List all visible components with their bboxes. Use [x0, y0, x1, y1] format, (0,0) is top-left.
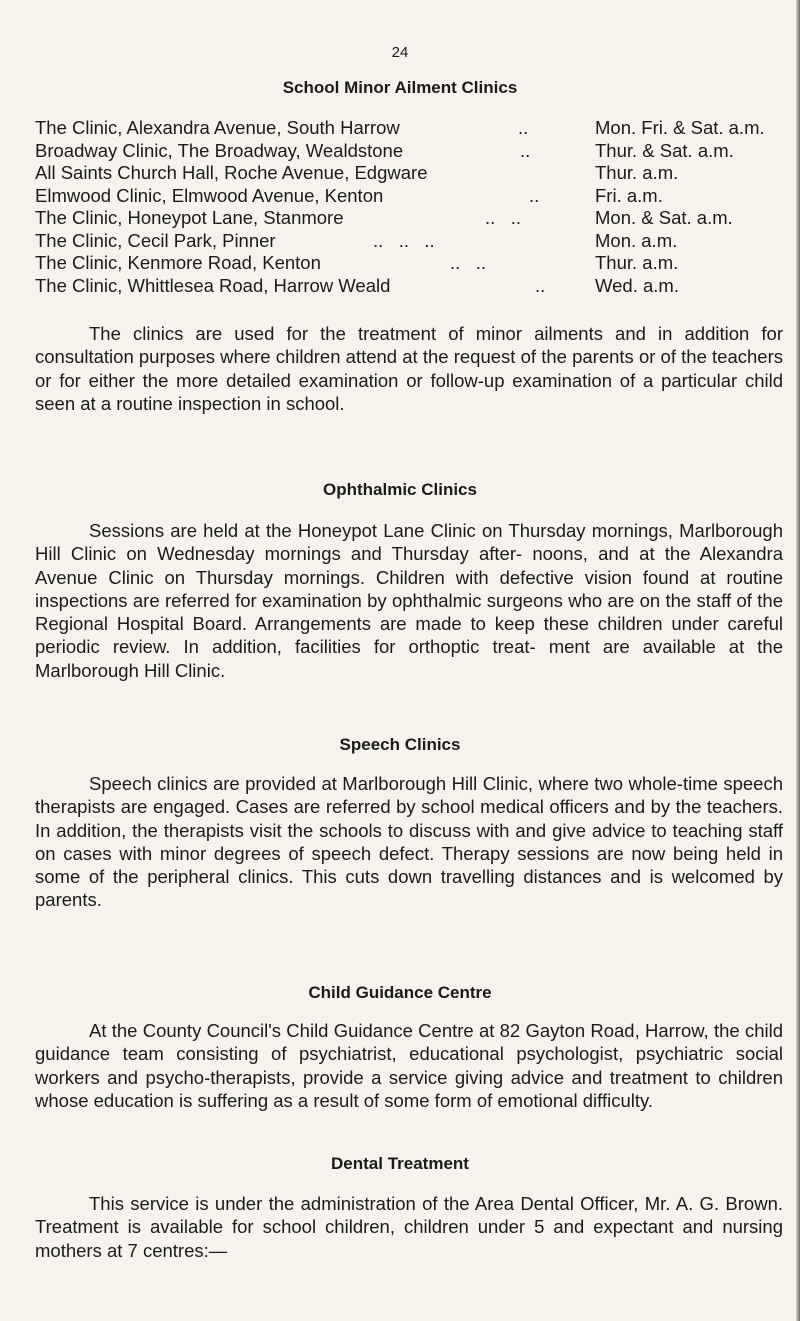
clinic-row	[35, 252, 785, 275]
clinic-session: Mon. a.m.	[595, 229, 678, 251]
dental-heading: Dental Treatment	[331, 1154, 469, 1173]
clinic-place: Elmwood Clinic, Elmwood Avenue, Kenton	[35, 184, 384, 206]
clinic-place: The Clinic, Kenmore Road, Kenton	[35, 252, 321, 273]
clinic-leader-dots: .. ..	[485, 207, 521, 228]
clinic-row	[35, 117, 785, 140]
clinic-row	[35, 185, 785, 208]
dental-paragraph: This service is under the administration of the Area Dental Officer, Mr. A. G. Brown. Treatment is available for school children, children under 5 and expectant and nursing mothers at 7 centres:—	[35, 1193, 783, 1261]
speech-heading: Speech Clinics	[339, 735, 461, 754]
clinic-place: The Clinic, Alexandra Avenue, South Harrow	[35, 117, 400, 138]
clinic-session: Mon. Fri. & Sat. a.m.	[595, 117, 765, 138]
child-guidance-heading: Child Guidance Centre	[308, 983, 492, 1002]
speech-paragraph: Speech clinics are provided at Marlborough Hill Clinic, where two whole-time speech therapists are engaged. Cases are referred by school medical officers and by the teachers. In addition, the therapists visit the schools to discuss with and give advice to teaching staff on cases with minor degrees of speech defect. Therapy sessions are now being held in some of the peripheral clinics. This cuts down travelling distances and is welcomed by parents.	[35, 773, 783, 911]
clinic-row	[35, 162, 785, 185]
clinic-row	[35, 140, 785, 163]
clinic-place: All Saints Church Hall, Roche Avenue, Edgware	[35, 162, 428, 183]
clinic-leader-dots: ..	[518, 117, 529, 138]
clinic-row	[35, 275, 785, 298]
clinic-leader-dots: .. .. ..	[373, 229, 435, 251]
clinic-session: Fri. a.m.	[595, 184, 663, 206]
child-guidance-paragraph: At the County Council's Child Guidance Centre at 82 Gayton Road, Harrow, the child guidance team consisting of psychiatrist, educational psychologist, psychiatric social workers and psycho-therapists, provide a service giving advice and treatment to children whose education is suffering as a result of some form of emotional difficulty.	[35, 1020, 783, 1111]
clinic-leader-dots: ..	[535, 274, 546, 296]
minor-ailment-paragraph: The clinics are used for the treatment of minor ailments and in addition for consultation purposes where children attend at the request of the parents or of the teachers or for either the more detailed examination or follow-up examination of a particular child seen at a routine inspection in school.	[35, 323, 783, 414]
clinic-leader-dots: ..	[529, 184, 540, 206]
clinic-place: The Clinic, Whittlesea Road, Harrow Weald	[35, 274, 391, 296]
clinic-row	[35, 230, 785, 253]
clinic-leader-dots: ..	[520, 139, 531, 161]
clinic-place: Broadway Clinic, The Broadway, Wealdstone	[35, 139, 404, 161]
clinic-schedule-table	[35, 117, 785, 297]
clinic-session: Mon. & Sat. a.m.	[595, 207, 733, 228]
clinic-leader-dots: .. ..	[450, 252, 486, 273]
page-number: 24	[391, 44, 409, 61]
clinic-row	[35, 207, 785, 230]
clinic-session: Thur. & Sat. a.m.	[595, 139, 734, 161]
clinic-place: The Clinic, Honeypot Lane, Stanmore	[35, 207, 344, 228]
clinic-session: Thur. a.m.	[595, 162, 679, 183]
minor-ailment-heading: School Minor Ailment Clinics	[282, 78, 518, 97]
clinic-session: Thur. a.m.	[595, 252, 679, 273]
ophthalmic-paragraph: Sessions are held at the Honeypot Lane Clinic on Thursday mornings, Marlborough Hill Clinic on Wednesday mornings and Thursday after- noons, and at the Alexandra Avenue Clinic on Thursday mornings. Children with defective vision found at routine inspections are referred for examination by ophthalmic surgeons who are on the staff of the Regional Hospital Board. Arrangements are made to keep these children under careful periodic review. In addition, facilities for orthoptic treat- ment are available at the Marlborough Hill Clinic.	[35, 520, 783, 681]
ophthalmic-heading: Ophthalmic Clinics	[323, 480, 477, 499]
clinic-place: The Clinic, Cecil Park, Pinner	[35, 229, 276, 251]
clinic-session: Wed. a.m.	[595, 274, 679, 296]
page-edge-shadow	[796, 0, 800, 1321]
